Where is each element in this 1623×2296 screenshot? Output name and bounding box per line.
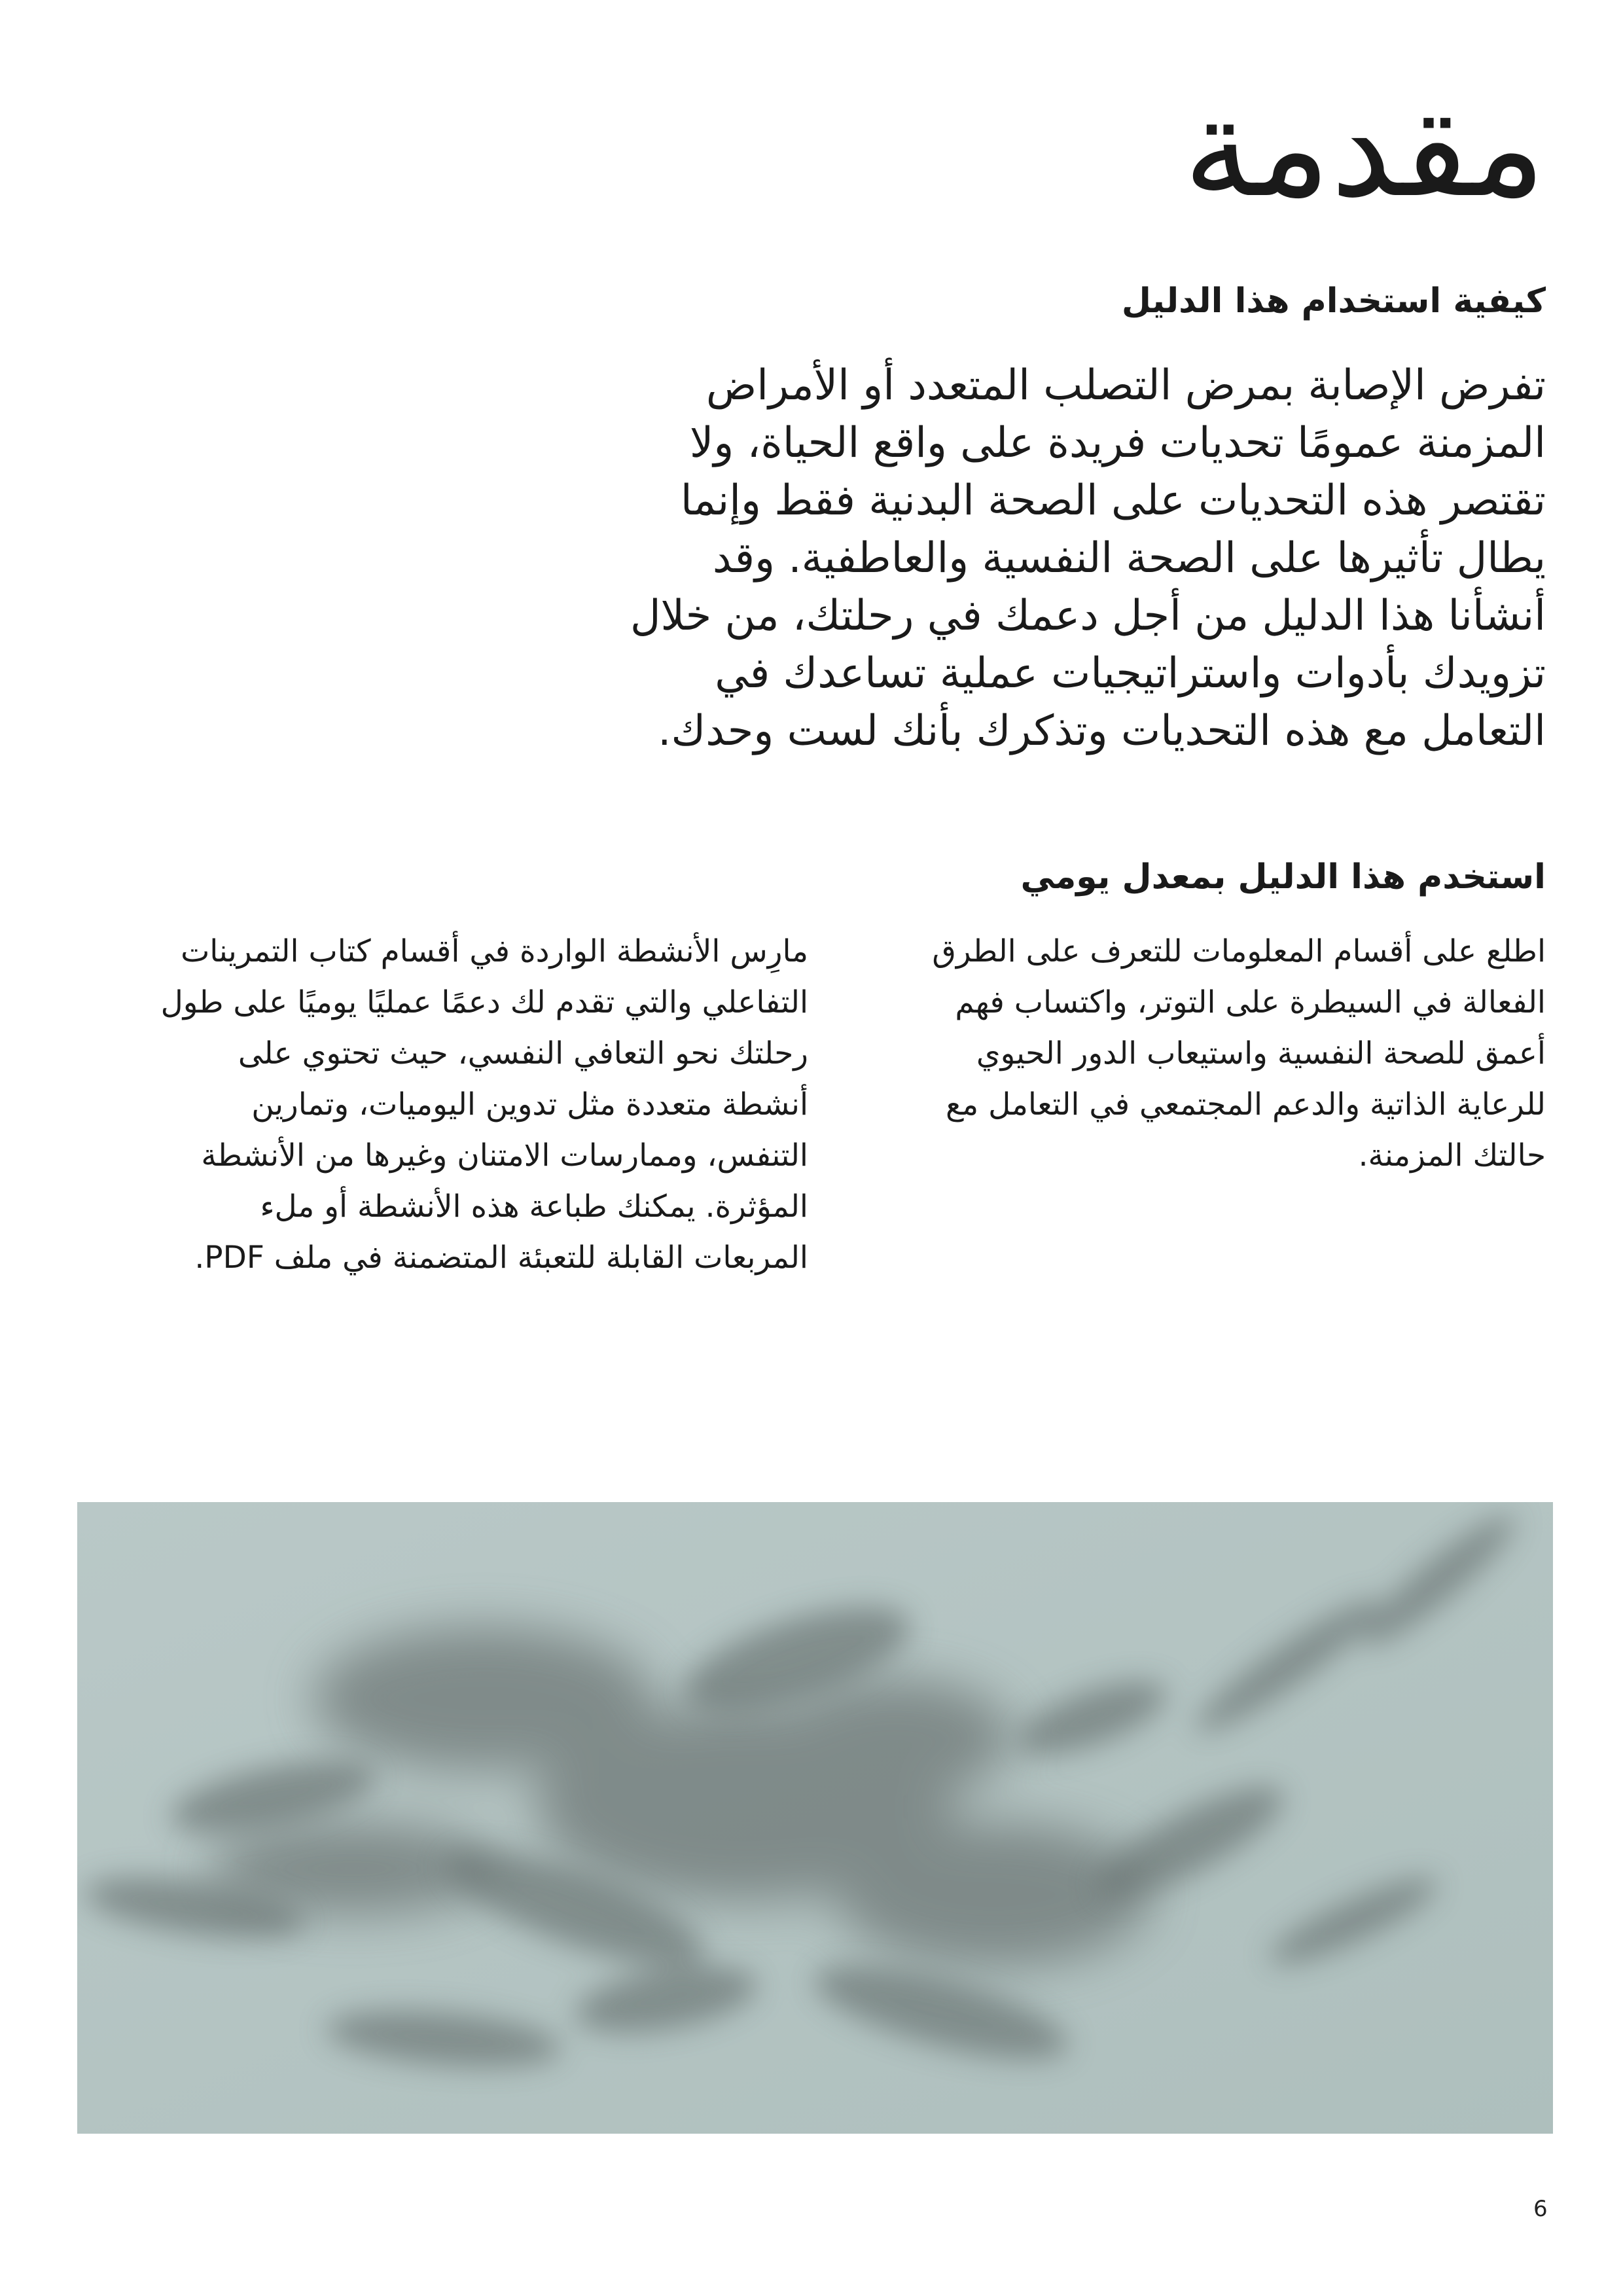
leaf-shadow-image <box>77 1502 1553 2134</box>
leaf-shadow-photo <box>77 1502 1553 2134</box>
daily-use-column-activities: مارِس الأنشطة الواردة في أقسام كتاب التمرينات التفاعلي والتي تقدم لك دعمًا عمليًا يوميًا على طول رحلتك نحو التعافي النفسي، حيث تحتوي على أنشطة متعددة مثل تدوين اليوميات، وتمارين التنفس، وممارسات الامتنان وغيرها من الأنشطة المؤثرة. يمكنك طباعة هذه الأنشطة أو ملء المربعات القابلة للتعبئة المتضمنة في ملف PDF. <box>160 933 808 1276</box>
daily-use-column-info: اطلع على أقسام المعلومات للتعرف على الطرق الفعالة في السيطرة على التوتر، واكتساب فهم أعمق للصحة النفسية واستيعاب الدور الحيوي للرعاية الذاتية والدعم المجتمعي في التعامل مع حالتك المزمنة. <box>932 933 1546 1174</box>
page-title: مقدمة <box>1183 67 1546 228</box>
intro-paragraph: تفرض الإصابة بمرض التصلب المتعدد أو الأمراض المزمنة عمومًا تحديات فريدة على واقع الحياة، ولا تقتصر هذه التحديات على الصحة البدنية فقط وإنما يطال تأثيرها على الصحة النفسية والعاطفية. وقد أنشأنا هذا الدليل من أجل دعمك في رحلتك، من خلال تزويدك بأدوات واستراتيجيات عملية تساعدك في التعامل مع هذه التحديات وتذكرك بأنك لست وحدك. <box>630 361 1546 755</box>
page-number: 6 <box>1533 2196 1548 2222</box>
section-heading-how-to-use: كيفية استخدام هذا الدليل <box>1121 281 1546 321</box>
section-heading-daily-use: استخدم هذا الدليل بمعدل يومي <box>1020 857 1546 897</box>
